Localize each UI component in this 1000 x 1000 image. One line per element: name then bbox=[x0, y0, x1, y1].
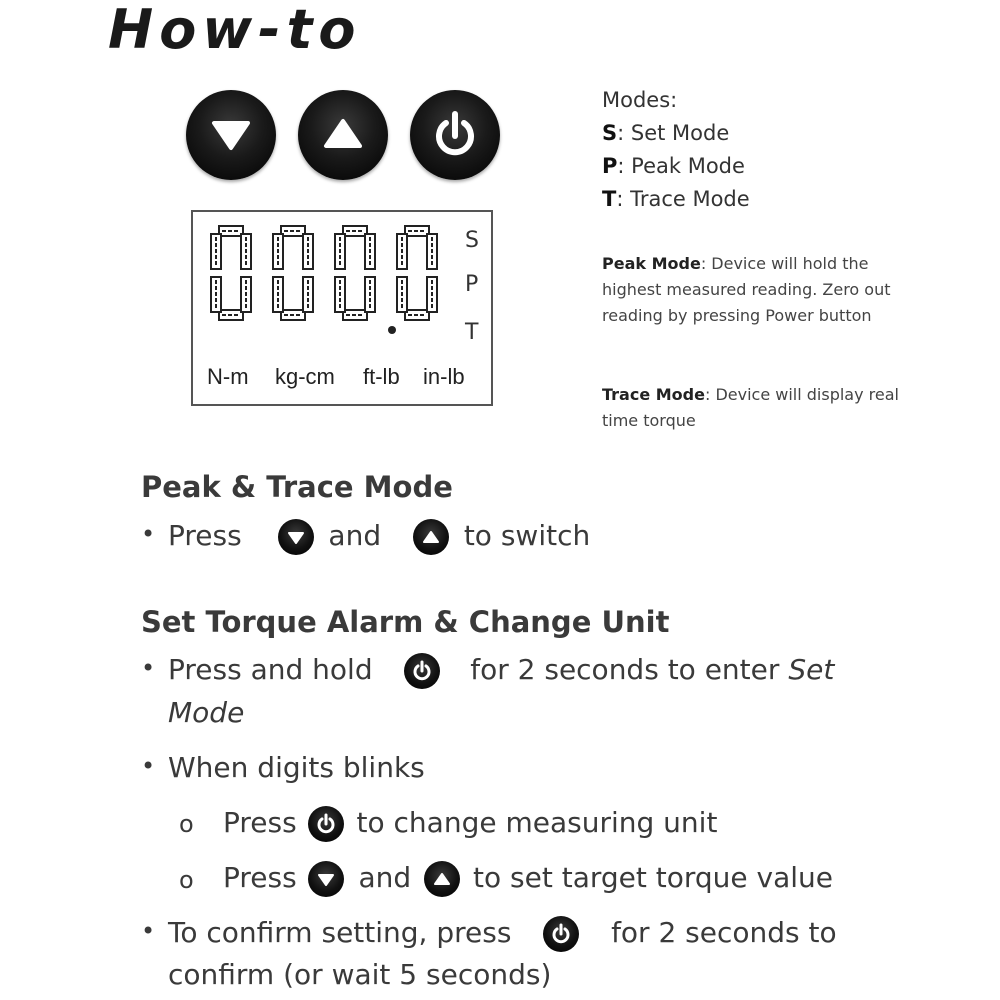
bullet: • bbox=[141, 752, 156, 780]
lcd-digit bbox=[211, 226, 251, 320]
mode-letter-t: T bbox=[465, 320, 479, 345]
peak-mode-note: Peak Mode: Device will hold the highest measured reading. Zero out reading by pressing Power button bbox=[602, 254, 891, 325]
mode-set: S: Set Mode bbox=[602, 121, 730, 145]
peak-trace-line: Press and to switch bbox=[168, 516, 590, 556]
bullet: • bbox=[141, 917, 156, 945]
down-triangle-icon bbox=[186, 90, 276, 180]
power-icon bbox=[308, 806, 344, 842]
peak-trace-heading: Peak & Trace Mode bbox=[141, 470, 453, 504]
unit-nm: N-m bbox=[207, 364, 249, 389]
power-icon bbox=[410, 90, 500, 180]
up-triangle-icon bbox=[413, 519, 449, 555]
power-button[interactable] bbox=[410, 90, 500, 180]
change-unit-line: Press to change measuring unit bbox=[223, 803, 717, 843]
lcd-digit bbox=[397, 226, 437, 320]
down-triangle-icon bbox=[278, 519, 314, 555]
up-triangle-icon bbox=[298, 90, 388, 180]
set-mode-text: Mode bbox=[168, 696, 245, 729]
power-icon bbox=[404, 653, 440, 689]
up-arrow-button[interactable] bbox=[298, 90, 388, 180]
mode-letter-s: S bbox=[465, 228, 479, 253]
decimal-point bbox=[388, 326, 396, 334]
lcd-digit bbox=[273, 226, 313, 320]
unit-kgcm: kg-cm bbox=[275, 364, 335, 389]
confirm-line-2: confirm (or wait 5 seconds) bbox=[168, 958, 552, 991]
modes-heading: Modes: bbox=[602, 88, 678, 112]
mode-letter-p: P bbox=[465, 272, 479, 297]
confirm-line: To confirm setting, press for 2 seconds to bbox=[168, 913, 837, 953]
set-torque-heading: Set Torque Alarm & Change Unit bbox=[141, 605, 670, 639]
set-target-line: Press and to set target torque value bbox=[223, 858, 833, 898]
sub-bullet: o bbox=[179, 866, 194, 894]
modes-legend bbox=[602, 84, 750, 216]
page-title: How-to bbox=[108, 0, 362, 61]
mode-trace: T: Trace Mode bbox=[602, 187, 750, 211]
hold-line: Press and hold for 2 seconds to enter Set bbox=[168, 650, 834, 690]
unit-ftlb: ft-lb bbox=[363, 364, 400, 389]
down-arrow-button[interactable] bbox=[186, 90, 276, 180]
lcd-digit bbox=[335, 226, 375, 320]
bullet: • bbox=[141, 654, 156, 682]
power-icon bbox=[543, 916, 579, 952]
sub-bullet: o bbox=[179, 810, 194, 838]
lcd-digits bbox=[193, 212, 493, 362]
lcd-display bbox=[191, 210, 493, 406]
trace-mode-note: Trace Mode: Device will display real time torque bbox=[602, 385, 899, 430]
mode-peak: P: Peak Mode bbox=[602, 154, 745, 178]
blink-line: When digits blinks bbox=[168, 751, 425, 784]
unit-inlb: in-lb bbox=[423, 364, 465, 389]
up-triangle-icon bbox=[424, 861, 460, 897]
bullet: • bbox=[141, 520, 156, 548]
down-triangle-icon bbox=[308, 861, 344, 897]
